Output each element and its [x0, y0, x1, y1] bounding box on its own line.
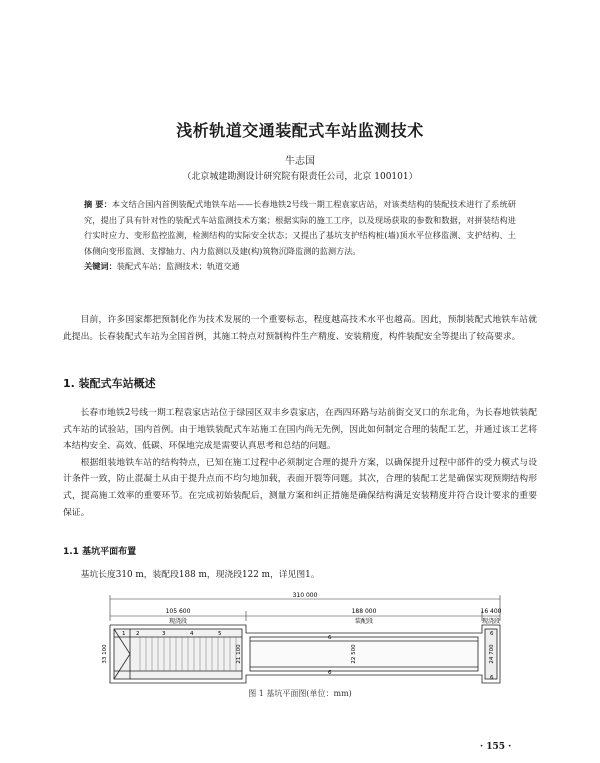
width-mid-2: 22 500: [351, 644, 357, 664]
keywords-text: 装配式车站；监测技术；轨道交通: [116, 261, 240, 272]
label-mid: 装配段: [354, 618, 374, 625]
zone-4: 4: [190, 631, 194, 637]
intro-paragraph: 目前，许多国家都把预制化作为技术发展的一个重要标志，程度越高技术水平也越高。因此，预制装配式地铁车站就此提出。长春装配式车站为全国首例，其施工特点对预制构件生产精度、安装精度，构件装配安全等提出了较高要求。: [63, 315, 537, 342]
zone-6c: 6: [490, 631, 494, 637]
abstract: [84, 197, 516, 275]
dim-total: 310 000: [292, 592, 318, 599]
width-mid-1: 21 100: [236, 644, 242, 664]
page-number: · 155 ·: [480, 742, 512, 752]
section-1-1-body: [63, 567, 537, 584]
section-1-heading: 1. 装配式车站概述: [63, 377, 156, 390]
dim-left: 105 600: [165, 608, 191, 615]
zone-3: 3: [162, 631, 166, 637]
abstract-text: 本文结合国内首例装配式地铁车站——长春地铁2号线一期工程袁家店站，对该类结构的装配技术进行了系统研究，提出了具有针对性的装配式车站监测技术方案；根据实际的施工工序，以及现场获取的参数和数据，对拼装结构进行实时应力、变形监控监测，检测结构的实际安全状态；又提出了基坑支护结构桩(墙)顶水平位移监测、支护结构、土体侧向变形监测、支撑轴力、内力监测以及建(构)筑物沉降监测的监测方法。: [84, 199, 516, 256]
width-left: 33 100: [102, 644, 108, 664]
zone-6b: 6: [328, 670, 332, 676]
dim-mid: 188 000: [351, 608, 377, 615]
foundation-pit-plan-figure: [100, 589, 510, 685]
section-1-1-heading: 1.1 基坑平面布置: [63, 547, 137, 557]
intro-section: [63, 312, 537, 345]
width-right: 24 700: [489, 644, 495, 664]
label-left: 现浇段: [168, 618, 188, 625]
affiliation: （北京城建勘测设计研究院有限责任公司，北京 100101）: [182, 172, 418, 182]
paper-title: 浅析轨道交通装配式车站监测技术: [176, 121, 424, 140]
author: 牛志国: [285, 156, 315, 167]
zone-5: 5: [218, 631, 222, 637]
section-1-paragraph-2: 根据组装地铁车站的结构特点，已知在施工过程中必须制定合理的提升方案，以确保提升过程中部件的受力模式与设计条件一致，防止混凝土从由于提升点而不均匀地加载，表面开裂等问题。其次，合理的装配工艺是确保实现预期结构形式，提高施工效率的重要环节。在完成初始装配后，测量方案和纠正措施是确保结构满足安装精度并符合设计要求的重要保证。: [63, 457, 537, 518]
zone-2: 2: [136, 631, 140, 637]
section-1-body: [63, 405, 537, 521]
keywords-label: 关键词：: [84, 261, 117, 272]
dim-right: 16 400: [480, 608, 502, 615]
section-1-1-paragraph: 基坑长度310 m，装配段188 m，现浇段122 m，详见图1。: [80, 570, 320, 580]
keywords: [84, 259, 516, 275]
zone-6d: 6: [490, 675, 494, 681]
abstract-body: [84, 197, 516, 259]
abstract-label: 摘 要：: [84, 199, 112, 209]
section-1-paragraph-1: 长春市地铁2号线一期工程袁家店站位于绿园区双丰乡袁家店，在西四环路与站前街交叉口的东北角，为长春地铁装配式车站的试验站，国内首例。由于地铁装配式车站施工在国内尚无先例，因此如何制定合理的装配工艺，并通过该工艺将本结构安全、高效、低碳、环保地完成是需要认真思考和总结的问题。: [63, 408, 537, 452]
label-right: 现浇段: [481, 618, 501, 625]
figure-caption: 图 1 基坑平面图(单位：mm): [248, 689, 352, 698]
zone-6a: 6: [328, 635, 332, 641]
zone-1: 1: [122, 631, 126, 637]
